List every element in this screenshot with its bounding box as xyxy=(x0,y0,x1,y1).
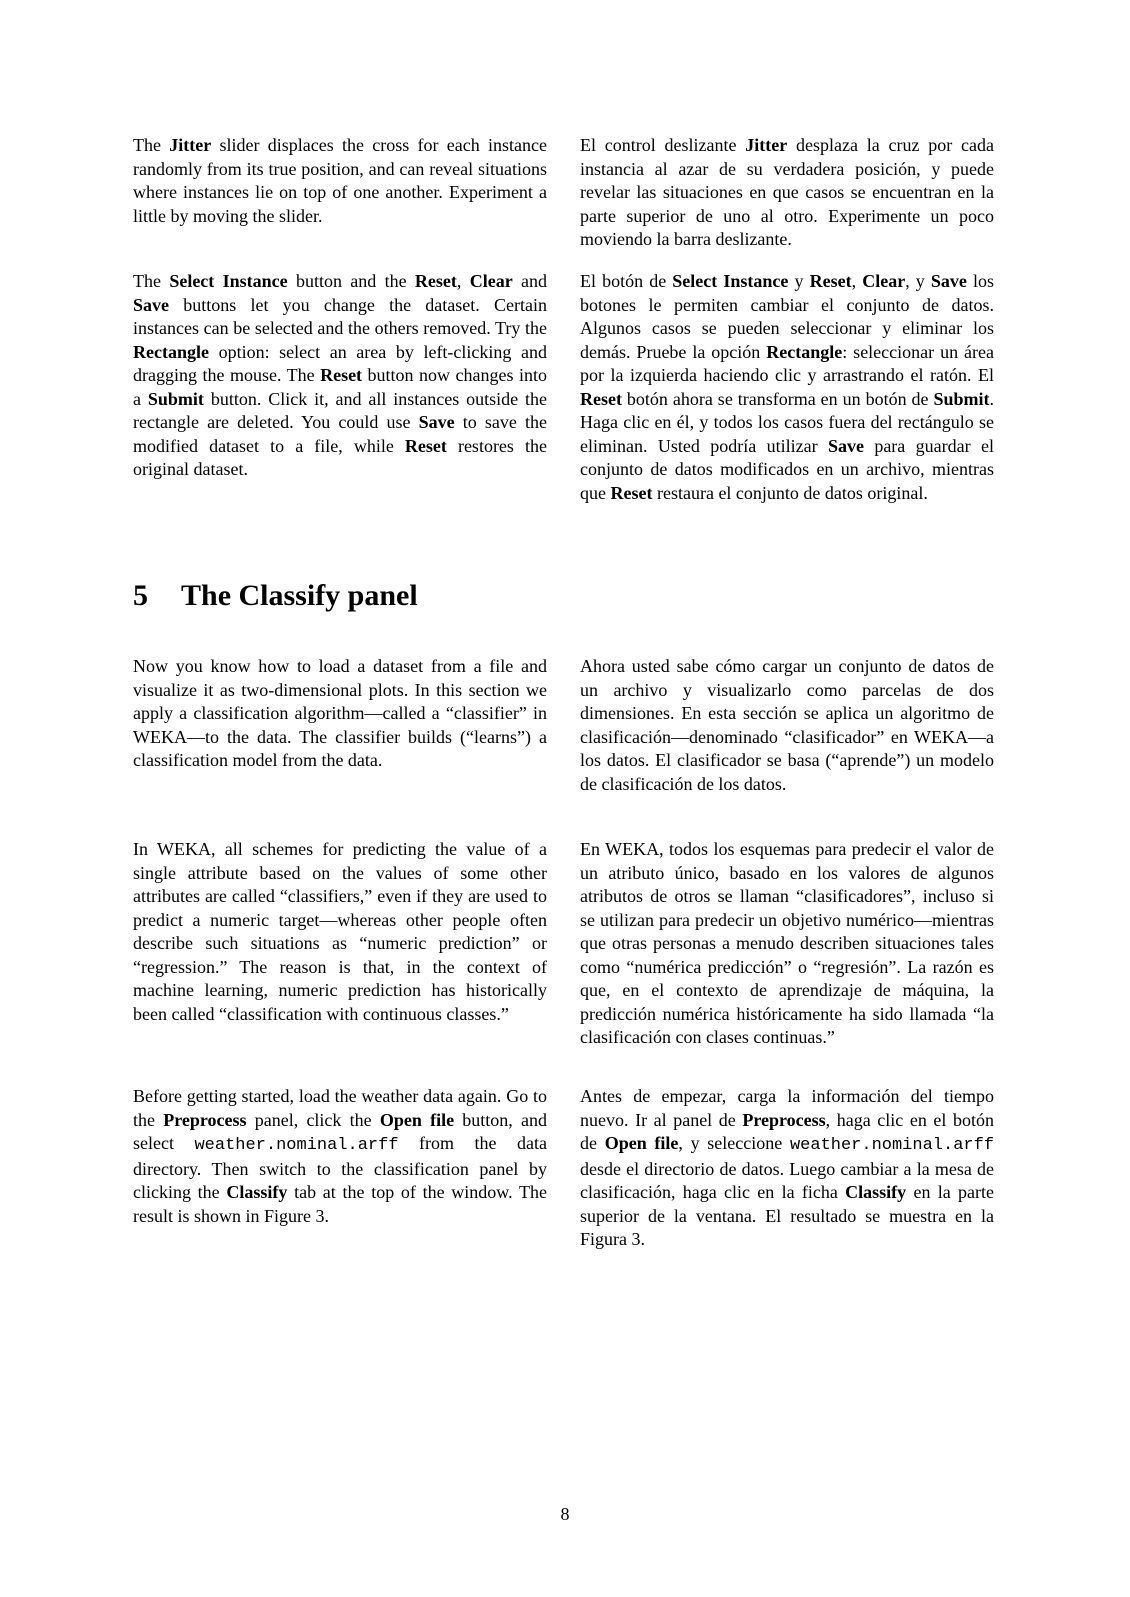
paragraph-jitter-es: El control deslizante Jitter desplaza la cruz por cada instancia al azar de su verdadera posición, y puede revelar las situaciones en que casos se encuentran en la parte superior de uno al otro. Experimente un poco moviendo la barra deslizante. xyxy=(580,135,995,249)
page-number: 8 xyxy=(560,1504,570,1524)
paragraph-pair-classify-intro xyxy=(133,655,994,796)
section-heading xyxy=(133,581,418,611)
section-number: 5 xyxy=(133,579,148,612)
paragraph-classify-intro-en: Now you know how to load a dataset from a file and visualize it as two-dimensional plots. In this section we apply a classification algorithm—called a “classifier” in WEKA—to the data. The classifier builds (“learns”) a classification model from the data. xyxy=(133,656,547,770)
paragraph-classifiers-en: In WEKA, all schemes for predicting the value of a single attribute based on the values of some other attributes are called “classifiers,” even if they are used to predict a numeric target—whereas other people often describe such situations as “numeric prediction” or “regression.” The reason is that, in the context of machine learning, numeric prediction has historically been called “classification with continuous classes.” xyxy=(133,839,547,1024)
paragraph-getting-started-en: Before getting started, load the weather data again. Go to the Preprocess panel, click the Open file button, and select weather.nominal.arff from the data directory. Then switch to the classification panel by clicking the Classify tab at the top of the window. The result is shown in Figure 3. xyxy=(133,1086,548,1226)
paragraph-jitter-en: The Jitter slider displaces the cross for each instance randomly from its true position, and can reveal situations where instances lie on top of one another. Experiment a little by moving the slider. xyxy=(133,135,548,226)
section-title: The Classify panel xyxy=(181,579,418,612)
paragraph-classifiers-es: En WEKA, todos los esquemas para predecir el valor de un atributo único, basado en los valores de algunos atributos de otros se llaman “clasificadores”, incluso si se utilizan para predecir un objetivo numérico—mientras que otras personas a menudo describen situaciones tales como “numérica predicción” o “regresión”. La razón es que, en el contexto de aprendizaje de máquina, la predicción numérica históricamente ha sido llamada “la clasificación con clases continuas.” xyxy=(580,839,994,1047)
paragraph-pair-jitter xyxy=(133,134,994,252)
paragraph-classify-intro-es: Ahora usted sabe cómo cargar un conjunto de datos de un archivo y visualizarlo como parcelas de dos dimensiones. En esta sección se aplica un algoritmo de clasificación—denominado “clasificador” en WEKA—a los datos. El clasificador se basa (“aprende”) un modelo de clasificación de los datos. xyxy=(580,656,994,794)
paragraph-pair-getting-started xyxy=(133,1085,994,1252)
paragraph-pair-buttons xyxy=(133,270,994,505)
paragraph-buttons-es: El botón de Select Instance y Reset, Clear, y Save los botones le permiten cambiar el conjunto de datos. Algunos casos se pueden seleccionar y eliminar los demás. Pruebe la opción Rectangle: seleccionar un área por la izquierda haciendo clic y arrastrando el ratón. El Reset botón ahora se transforma en un botón de Submit. Haga clic en él, y todos los casos fuera del rectángulo se eliminan. Usted podría utilizar Save para guardar el conjunto de datos modificados en un archivo, mientras que Reset restaura el conjunto de datos original. xyxy=(580,271,995,503)
paragraph-buttons-en: The Select Instance button and the Reset, Clear and Save buttons let you change the dataset. Certain instances can be selected and the others removed. Try the Rectangle option: select an area by left-clicking and dragging the mouse. The Reset button now changes into a Submit button. Click it, and all instances outside the rectangle are deleted. You could use Save to save the modified dataset to a file, while Reset restores the original dataset. xyxy=(133,271,548,479)
paragraph-getting-started-es: Antes de empezar, carga la información del tiempo nuevo. Ir al panel de Preprocess, haga clic en el botón de Open file, y seleccione weather.nominal.arff desde el directorio de datos. Luego cambiar a la mesa de clasificación, haga clic en la ficha Classify en la parte superior de la ventana. El resultado se muestra en la Figura 3. xyxy=(580,1086,995,1249)
paragraph-pair-classifiers xyxy=(133,838,994,1050)
